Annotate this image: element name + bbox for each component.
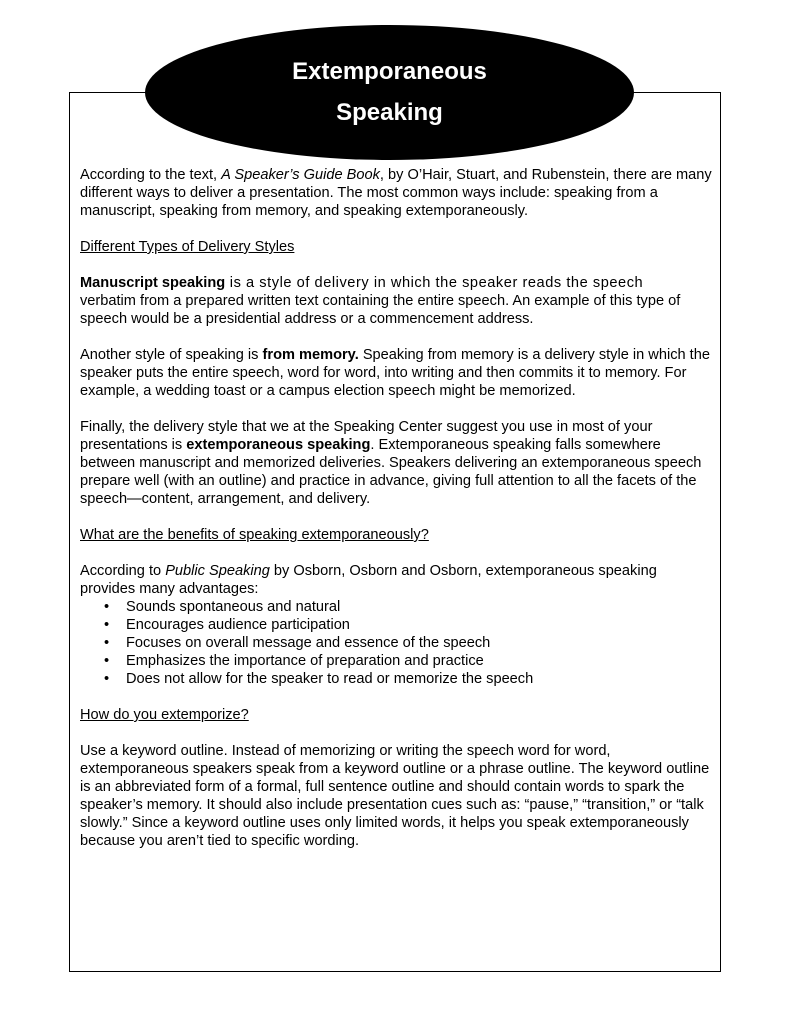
list-item: • Does not allow for the speaker to read or memorize the speech bbox=[126, 670, 712, 688]
title-oval bbox=[145, 25, 634, 160]
intro-paragraph bbox=[80, 166, 712, 220]
extemp-text-start: Finally, the delivery style that we at the Speaking Center suggest you use in most of your presentations is bbox=[80, 419, 653, 453]
list-item: • Focuses on overall message and essence of the speech bbox=[126, 634, 712, 652]
manuscript-definition: is a style of delivery in which the speaker reads the speech bbox=[225, 275, 644, 291]
how-paragraph: Use a keyword outline. Instead of memorizing or writing the speech word for word, extemporaneous speakers speak from a keyword outline or a phrase outline. The keyword outline is an abbreviated form of a formal, full sentence outline and should contain words to spark the speaker’s memory. It should also include presentation cues such as: “pause,” “transition,” or “talk slowly.” Since a keyword outline uses only limited words, it helps you speak extemporaneously because you aren’t tied to specific wording. bbox=[80, 743, 710, 849]
benefits-list bbox=[80, 598, 712, 688]
benefits-intro bbox=[80, 562, 712, 598]
memory-text-end: Speaking from memory is a delivery style in which the speaker puts the entire speech, word for word, into writing and then commits it to memory. For example, a wedding toast or a campus election speech might be memorized. bbox=[80, 347, 710, 399]
benefits-intro-start: According to bbox=[80, 563, 166, 579]
list-item: • Emphasizes the importance of preparation and practice bbox=[126, 652, 712, 670]
list-item: • Encourages audience participation bbox=[126, 616, 712, 634]
manuscript-paragraph bbox=[80, 274, 712, 328]
benefits-intro-end: by Osborn, Osborn and Osborn, extemporaneous speaking provides many advantages: bbox=[80, 563, 657, 597]
title-line-2: Speaking bbox=[336, 99, 443, 126]
extemp-term: extemporaneous speaking bbox=[186, 437, 371, 453]
title-line-1: Extemporaneous bbox=[292, 58, 487, 85]
intro-book-title: A Speaker’s Guide Book bbox=[221, 167, 380, 183]
how-heading: How do you extemporize? bbox=[80, 707, 249, 723]
manuscript-term: Manuscript speaking bbox=[80, 275, 226, 291]
memory-text-start: Another style of speaking is bbox=[80, 347, 263, 363]
memory-paragraph bbox=[80, 346, 712, 400]
manuscript-rest: verbatim from a prepared written text containing the entire speech. An example of this type of speech would be a presidential address or a commencement address. bbox=[80, 293, 681, 327]
extemporaneous-paragraph bbox=[80, 418, 712, 508]
types-heading: Different Types of Delivery Styles bbox=[80, 239, 295, 255]
document-body bbox=[80, 166, 712, 850]
list-item: • Sounds spontaneous and natural bbox=[126, 598, 712, 616]
intro-text-end: , by O’Hair, Stuart, and Rubenstein, there are many different ways to deliver a presentation. The most common ways include: speaking from a manuscript, speaking from memory, and speaking extemporaneously. bbox=[80, 167, 712, 219]
intro-text-start: According to the text, bbox=[80, 167, 222, 183]
benefits-heading: What are the benefits of speaking extemporaneously? bbox=[80, 527, 429, 543]
extemp-text-end: . Extemporaneous speaking falls somewhere between manuscript and memorized deliveries. Speakers delivering an extemporaneous speech prepare well (with an outline) and practice in advance, giving full attention to all the facets of the speech—content, arrangement, and delivery. bbox=[80, 437, 702, 507]
benefits-book-title: Public Speaking bbox=[165, 563, 270, 579]
memory-term: from memory. bbox=[262, 347, 359, 363]
